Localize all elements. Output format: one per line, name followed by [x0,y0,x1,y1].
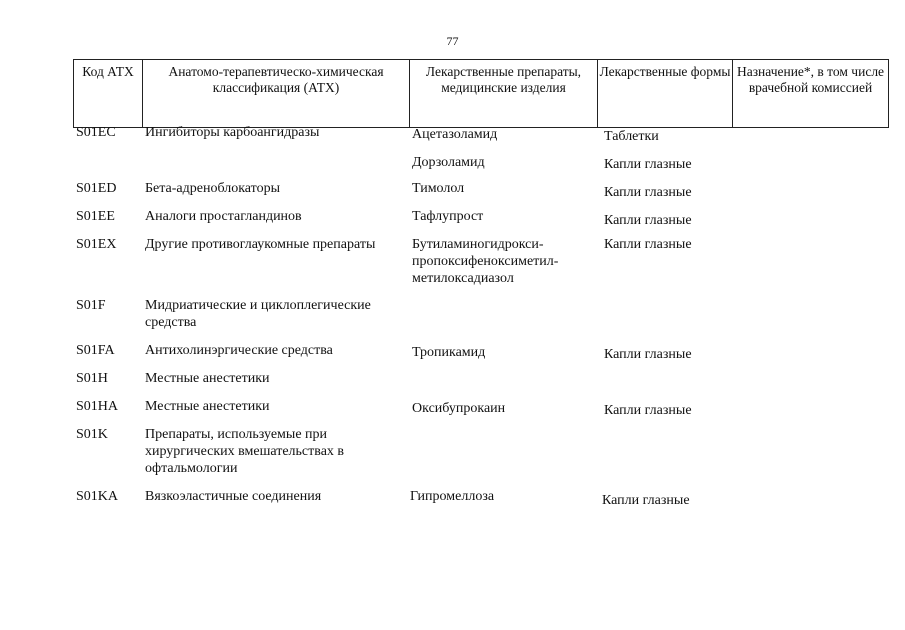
row-classification: Аналоги простагландинов [145,209,302,224]
row-code: S01H [76,371,108,386]
row-classification: Вязкоэластичные соединения [145,489,322,504]
row-classification: Другие противоглаукомные препараты [145,237,376,252]
row-code: S01K [76,427,108,442]
row-drug: Тафлупрост [412,209,484,224]
row-form: Капли глазные [604,185,692,200]
row-form: Капли глазные [604,237,692,252]
row-form: Капли глазные [604,213,692,228]
header-forms: Лекарственные формы [597,60,732,127]
row-form: Капли глазные [604,403,692,418]
row-code: S01HA [76,399,119,414]
row-classification: Препараты, используемые при хирургических вмешательствах в офтальмологии [145,427,345,476]
row-classification: Местные анестетики [145,371,270,386]
row-code: S01FA [76,343,115,358]
row-drug: Тимолол [412,181,465,196]
row-classification: Антихолинэргические средства [145,343,333,358]
row-classification: Бета-адреноблокаторы [145,181,281,196]
row-classification: Местные анестетики [145,399,270,414]
row-form: Капли глазные [604,157,692,172]
row-drug: Дорзоламид [412,155,485,170]
row-form: Капли глазные [602,493,690,508]
row-form: Капли глазные [604,347,692,362]
row-drug: Гипромеллоза [410,489,495,504]
row-drug: Оксибупрокаин [412,401,506,416]
header-purpose: Назначение*, в том числе врачебной комиссией [732,60,888,127]
header-code: Код АТХ [82,64,134,79]
row-code: S01EC [76,125,116,140]
row-drug: Ацетазоламид [412,127,498,142]
table-header [73,59,889,128]
page-number: 77 [446,34,459,48]
row-code: S01ED [76,181,117,196]
row-code: S01F [76,298,106,313]
row-drug: Бутиламиногидрокси-пропоксифеноксиметил-метилоксадиазол [412,237,559,286]
header-drugs: Лекарственные препараты, медицинские изделия [409,60,597,127]
row-code: S01EE [76,209,115,224]
row-form: Таблетки [604,129,659,144]
row-code: S01KA [76,489,119,504]
row-classification: Ингибиторы карбоангидразы [145,125,320,140]
row-drug: Тропикамид [412,345,486,360]
header-classification: Анатомо-терапевтическо-химическая классификация (АТХ) [142,60,409,127]
row-classification: Мидриатические и циклоплегические средства [145,298,371,330]
row-code: S01EX [76,237,117,252]
